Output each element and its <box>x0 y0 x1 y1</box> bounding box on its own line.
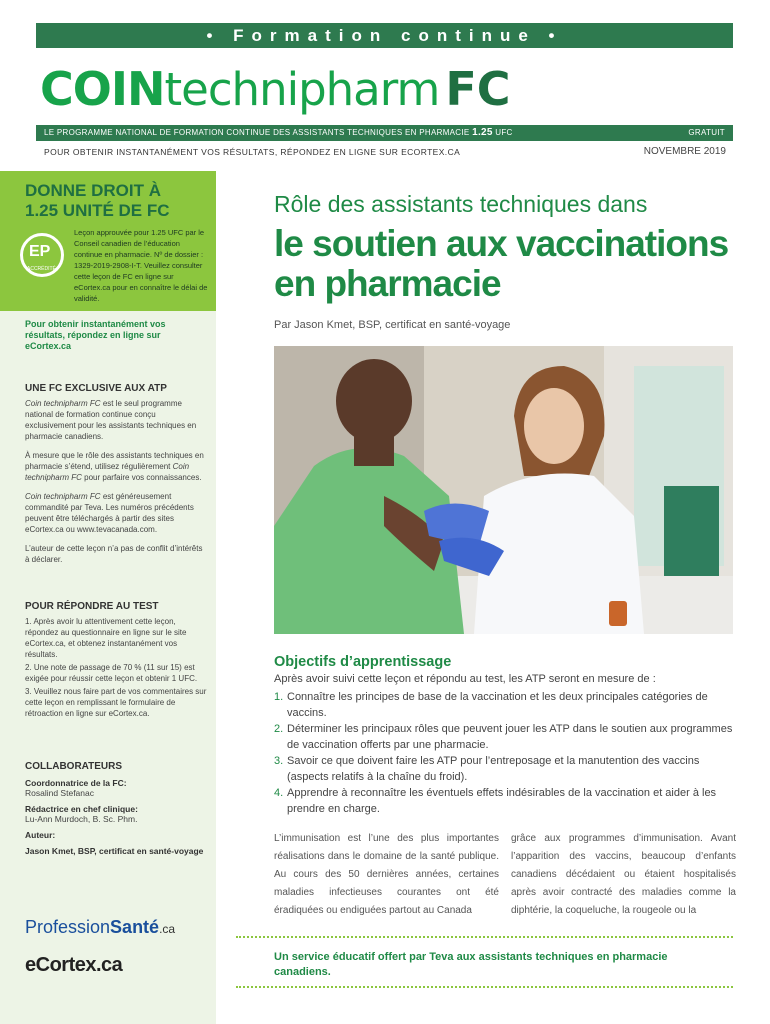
editor-role: Rédactrice en chef clinique: <box>25 804 138 814</box>
test-section <box>25 601 207 721</box>
collaborators-section <box>25 761 207 856</box>
profession-sante-logo[interactable] <box>25 917 175 938</box>
vaccination-illustration <box>274 346 733 634</box>
atp-paragraph-4: L’auteur de cette leçon n’a pas de conflit d’intérêts à déclarer. <box>25 544 203 564</box>
atp-p2-b: pour parfaire vos connaissances. <box>81 473 202 482</box>
logo-technipharm: technipharm <box>164 63 440 116</box>
objective-number: 4. <box>274 787 284 799</box>
badge-accredite: ACCRÉDITÉ <box>27 266 56 272</box>
credit-title-line2: 1.25 UNITÉ DE FC <box>25 201 170 220</box>
credit-box <box>0 171 216 311</box>
vaccination-photo <box>274 346 733 634</box>
issue-date: NOVEMBRE 2019 <box>643 146 726 157</box>
objective-text: Savoir ce que doivent faire les ATP pour l’entreposage et la manutention des vaccins (aspects relatifs à la chaîne du froid). <box>287 755 700 783</box>
teva-service-note: Un service éducatif offert par Teva aux assistants techniques en pharmacie canadiens. <box>274 951 668 978</box>
objective-item <box>274 721 734 753</box>
author-role: Auteur: <box>25 830 56 840</box>
divider-bottom <box>236 986 733 988</box>
free-label: GRATUIT <box>688 128 725 137</box>
atp-p3-italic: Coin technipharm FC <box>25 492 101 501</box>
program-ufc-unit: UFC <box>495 128 513 137</box>
test-title: POUR RÉPONDRE AU TEST <box>25 601 159 612</box>
body-column-1: L’immunisation est l’une des plus importantes réalisations dans le domaine de la santé publique. Au cours des 50 dernières années, certaines maladies infectieuses courantes ont été éradiquées ou endiguées partout au Canada <box>274 833 499 916</box>
atp-p1-rest: est le seul programme national de formation continue conçu exclusivement pour les assistants techniques en pharmacie canadiens. <box>25 399 197 441</box>
credit-description: Leçon approuvée pour 1.25 UFC par le Conseil canadien de l’éducation continue en pharmacie. Nº de dossier : 1329-2019-2908-I-T. Veuillez consulter cette leçon de FC en ligne sur eCortex.ca pour en connaître le délai de validité. <box>74 228 208 303</box>
coord-role: Coordonnatrice de la FC: <box>25 778 127 788</box>
objective-number: 1. <box>274 691 284 703</box>
objectives-list <box>274 689 734 817</box>
objective-number: 3. <box>274 755 284 767</box>
article-headline: le soutien aux vaccinations en pharmacie <box>274 223 729 304</box>
article-kicker: Rôle des assistants techniques dans <box>274 191 648 217</box>
atp-p2-italic: Coin technipharm FC <box>25 462 190 482</box>
divider-top <box>236 936 733 938</box>
article-byline: Par Jason Kmet, BSP, certificat en santé-voyage <box>274 319 511 331</box>
objective-text: Connaître les principes de base de la vaccination et les deux principales catégories de vaccins. <box>287 691 708 719</box>
editor-name: Lu-Ann Murdoch, B. Sc. Phm. <box>25 814 138 824</box>
objective-item <box>274 785 734 817</box>
ps-sante: Santé <box>110 917 160 937</box>
credit-title-line1: DONNE DROIT À <box>25 181 161 200</box>
test-step: 2. Une note de passage de 70 % (11 sur 15) est exigée pour réussir cette leçon et obtenir 1 UFC. <box>25 663 198 683</box>
badge-ep: EP <box>29 243 51 260</box>
atp-section <box>25 383 207 573</box>
atp-paragraph-3 <box>25 491 207 535</box>
atp-paragraph-2 <box>25 450 207 483</box>
objectives-title: Objectifs d’apprentissage <box>274 654 452 670</box>
objective-text: Apprendre à reconnaître les éventuels effets indésirables de la vaccination et aider à les prendre en charge. <box>287 787 717 815</box>
atp-p2-a: À mesure que le rôle des assistants techniques en pharmacie s’étend, utilisez régulièrement <box>25 451 204 471</box>
test-step: 3. Veuillez nous faire part de vos commentaires sur cette leçon en remplissant le formulaire de rétroaction en ligne sur eCortex.ca. <box>25 687 207 718</box>
coin-technipharm-logo <box>40 62 730 114</box>
objectives-intro: Après avoir suivi cette leçon et répondu au test, les ATP seront en mesure de : <box>274 673 656 685</box>
objective-number: 2. <box>274 723 284 735</box>
accreditation-badge-icon <box>20 233 64 277</box>
test-step: 1. Après avoir lu attentivement cette leçon, répondez au questionnaire en ligne sur le site eCortex.ca, et obtenez instantanément vos résultats. <box>25 617 187 659</box>
collab-title: COLLABORATEURS <box>25 761 123 772</box>
atp-title: UNE FC EXCLUSIVE AUX ATP <box>25 383 167 394</box>
body-column-2: grâce aux programmes d’immunisation. Avant l’apparition des vaccins, beaucoup d’enfants canadiens décédaient ou étaient hospitalisés après avoir contracté des maladies comme la diphtérie, la coqueluche, la rougeole ou la <box>511 833 736 916</box>
atp-p3-rest: est généreusement commandité par Teva. Les numéros précédents peuvent être téléchargés à partir des sites eCortex.ca ou www.tevacanada.com. <box>25 492 194 534</box>
objective-text: Déterminer les principaux rôles que peuvent jouer les ATP dans le soutien aux programmes de vaccination offerts par une pharmacie. <box>287 723 733 751</box>
test-steps <box>25 616 207 719</box>
ps-profession: Profession <box>25 917 111 937</box>
atp-p1-italic: Coin technipharm FC <box>25 399 101 408</box>
ecortex-logo[interactable]: eCortex.ca <box>25 954 123 976</box>
program-bar <box>36 125 733 141</box>
program-ufc: 1.25 <box>472 127 493 138</box>
program-text: LE PROGRAMME NATIONAL DE FORMATION CONTINUE DES ASSISTANTS TECHNIQUES EN PHARMACIE <box>44 128 470 137</box>
logo-fc: FC <box>445 62 511 116</box>
logo-coin: COIN <box>40 62 165 116</box>
instant-results-note: Pour obtenir instantanément vos résultats, répondez en ligne sur eCortex.ca <box>25 319 166 351</box>
credit-title <box>25 181 170 221</box>
instant-results-line: POUR OBTENIR INSTANTANÉMENT VOS RÉSULTATS, RÉPONDEZ EN LIGNE SUR ECORTEX.CA <box>44 147 461 157</box>
objective-item <box>274 689 734 721</box>
ps-ca: .ca <box>159 922 176 936</box>
coord-name: Rosalind Stefanac <box>25 788 94 798</box>
atp-paragraph-1 <box>25 398 207 442</box>
formation-continue-banner: • Formation continue • <box>36 23 733 48</box>
objective-item <box>274 753 734 785</box>
sidebar <box>0 171 216 1024</box>
author-name: Jason Kmet, BSP, certificat en santé-voyage <box>25 846 204 856</box>
